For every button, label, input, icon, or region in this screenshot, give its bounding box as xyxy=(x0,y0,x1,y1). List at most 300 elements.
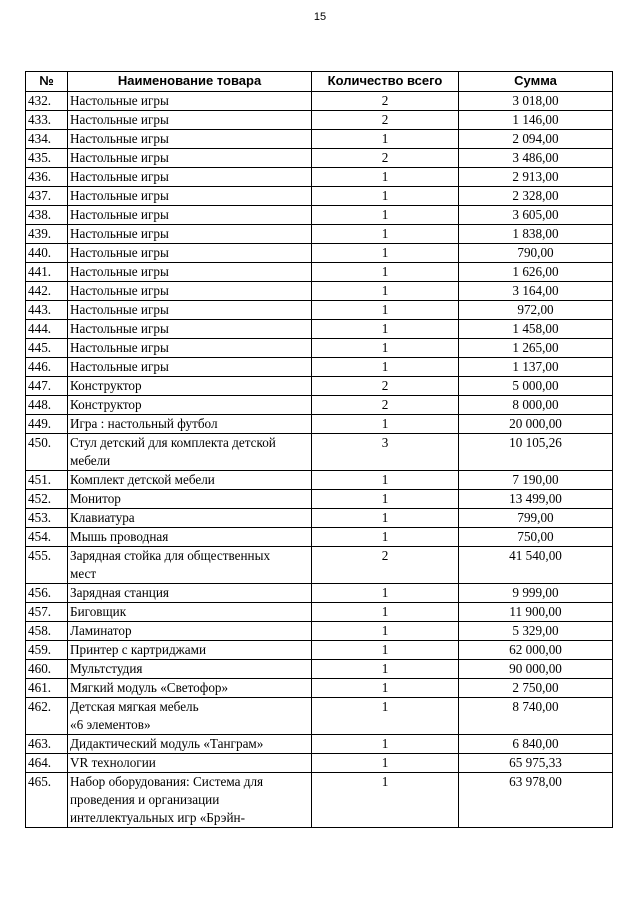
row-number xyxy=(26,358,68,377)
row-sum xyxy=(459,396,613,415)
row-sum xyxy=(459,679,613,698)
row-sum-text: 5 329,00 xyxy=(512,623,559,638)
row-quantity-text: 1 xyxy=(381,510,389,525)
table-row xyxy=(26,339,613,358)
row-number-text: 447. xyxy=(28,378,52,393)
row-item-name-text: Настольные игры xyxy=(70,169,169,184)
row-quantity-text: 1 xyxy=(381,226,389,241)
row-sum-text: 3 164,00 xyxy=(512,283,559,298)
row-item-name xyxy=(68,584,312,603)
row-sum xyxy=(459,622,613,641)
row-item-name-text: Настольные игры xyxy=(70,226,169,241)
row-number-text: 443. xyxy=(28,302,52,317)
row-quantity xyxy=(312,584,459,603)
row-item-name-text: Настольные игры xyxy=(70,264,169,279)
row-sum xyxy=(459,111,613,130)
table-row xyxy=(26,225,613,244)
table-row xyxy=(26,622,613,641)
table-row xyxy=(26,509,613,528)
table-row xyxy=(26,584,613,603)
row-quantity xyxy=(312,415,459,434)
row-item-name xyxy=(68,130,312,149)
row-item-name-text: Настольные игры xyxy=(70,245,169,260)
row-item-name xyxy=(68,244,312,263)
row-quantity xyxy=(312,225,459,244)
row-sum xyxy=(459,603,613,622)
row-item-name-text: Конструктор xyxy=(70,397,142,412)
row-item-name-text: Дидактический модуль «Танграм» xyxy=(70,736,264,751)
row-sum xyxy=(459,282,613,301)
row-number xyxy=(26,679,68,698)
row-quantity-text: 2 xyxy=(381,150,389,165)
row-item-name-text: Настольные игры xyxy=(70,321,169,336)
row-number-text: 460. xyxy=(28,661,52,676)
table-row xyxy=(26,168,613,187)
row-quantity-text: 2 xyxy=(381,397,389,412)
row-item-name-text: Настольные игры xyxy=(70,93,169,108)
row-number-text: 457. xyxy=(28,604,52,619)
row-sum-text: 41 540,00 xyxy=(509,548,562,563)
row-item-name-text: Настольные игры xyxy=(70,207,169,222)
row-item-name-text: Клавиатура xyxy=(70,510,135,525)
row-number-text: 448. xyxy=(28,397,52,412)
row-number-text: 450. xyxy=(28,435,52,450)
row-sum xyxy=(459,547,613,584)
table-body xyxy=(26,92,613,828)
row-sum xyxy=(459,168,613,187)
row-sum-text: 799,00 xyxy=(517,510,554,525)
row-number-text: 458. xyxy=(28,623,52,638)
table-row xyxy=(26,149,613,168)
row-item-name xyxy=(68,320,312,339)
row-item-name-text: Настольные игры xyxy=(70,112,169,127)
table-row xyxy=(26,377,613,396)
row-number xyxy=(26,187,68,206)
table-row xyxy=(26,187,613,206)
row-quantity-text: 1 xyxy=(381,131,389,146)
table-row xyxy=(26,434,613,471)
row-item-name-text: Мультстудия xyxy=(70,661,143,676)
row-item-name-text: VR технологии xyxy=(70,755,156,770)
row-number-text: 464. xyxy=(28,755,52,770)
row-item-name-text: Мышь проводная xyxy=(70,529,169,544)
row-sum xyxy=(459,584,613,603)
row-quantity xyxy=(312,754,459,773)
row-number xyxy=(26,584,68,603)
row-item-name xyxy=(68,603,312,622)
row-item-name xyxy=(68,660,312,679)
row-number-text: 456. xyxy=(28,585,52,600)
row-number xyxy=(26,547,68,584)
row-number xyxy=(26,149,68,168)
row-sum xyxy=(459,434,613,471)
row-sum xyxy=(459,92,613,111)
row-sum-text: 3 018,00 xyxy=(512,93,559,108)
row-quantity-text: 1 xyxy=(381,207,389,222)
row-sum xyxy=(459,206,613,225)
table-row xyxy=(26,471,613,490)
row-item-name-text: Настольные игры xyxy=(70,150,169,165)
table-header-row xyxy=(26,72,613,92)
row-number xyxy=(26,244,68,263)
row-item-name xyxy=(68,282,312,301)
page-number: 15 xyxy=(313,11,327,23)
row-item-name xyxy=(68,396,312,415)
table-row xyxy=(26,111,613,130)
row-quantity-text: 1 xyxy=(381,755,389,770)
row-number xyxy=(26,434,68,471)
row-quantity xyxy=(312,111,459,130)
row-number-text: 432. xyxy=(28,93,52,108)
row-quantity xyxy=(312,735,459,754)
row-sum-text: 13 499,00 xyxy=(509,491,562,506)
row-sum-text: 90 000,00 xyxy=(509,661,562,676)
row-quantity xyxy=(312,396,459,415)
row-item-name xyxy=(68,641,312,660)
row-number-text: 449. xyxy=(28,416,52,431)
table-row xyxy=(26,547,613,584)
row-item-name-text: Детская мягкая мебель «6 элементов» xyxy=(70,699,199,732)
row-quantity xyxy=(312,282,459,301)
row-number xyxy=(26,396,68,415)
row-quantity xyxy=(312,244,459,263)
row-item-name xyxy=(68,111,312,130)
row-item-name-text: Зарядная стойка для общественных мест xyxy=(70,548,271,581)
row-item-name xyxy=(68,92,312,111)
row-item-name-text: Биговщик xyxy=(70,604,127,619)
row-sum-text: 3 605,00 xyxy=(512,207,559,222)
row-item-name-text: Настольные игры xyxy=(70,283,169,298)
row-number-text: 438. xyxy=(28,207,52,222)
table-row xyxy=(26,358,613,377)
row-quantity-text: 3 xyxy=(381,435,389,450)
row-number-text: 453. xyxy=(28,510,52,525)
row-quantity xyxy=(312,187,459,206)
row-item-name xyxy=(68,509,312,528)
row-number-text: 465. xyxy=(28,774,52,789)
row-item-name xyxy=(68,773,312,828)
row-number-text: 455. xyxy=(28,548,52,563)
row-sum xyxy=(459,660,613,679)
row-number xyxy=(26,622,68,641)
row-number-text: 445. xyxy=(28,340,52,355)
row-quantity-text: 2 xyxy=(381,548,389,563)
row-number-text: 437. xyxy=(28,188,52,203)
table-row xyxy=(26,735,613,754)
row-number-text: 433. xyxy=(28,112,52,127)
row-quantity xyxy=(312,660,459,679)
row-sum-text: 9 999,00 xyxy=(512,585,559,600)
table-row xyxy=(26,415,613,434)
row-sum xyxy=(459,339,613,358)
row-number xyxy=(26,111,68,130)
row-quantity xyxy=(312,339,459,358)
row-quantity xyxy=(312,434,459,471)
row-sum xyxy=(459,528,613,547)
row-number xyxy=(26,225,68,244)
row-quantity-text: 1 xyxy=(381,245,389,260)
row-quantity-text: 1 xyxy=(381,283,389,298)
row-item-name xyxy=(68,149,312,168)
row-sum-text: 20 000,00 xyxy=(509,416,562,431)
row-sum-text: 750,00 xyxy=(517,529,554,544)
row-sum xyxy=(459,149,613,168)
row-item-name xyxy=(68,679,312,698)
row-quantity xyxy=(312,509,459,528)
row-sum-text: 62 000,00 xyxy=(509,642,562,657)
row-sum xyxy=(459,735,613,754)
row-quantity-text: 1 xyxy=(381,359,389,374)
row-quantity xyxy=(312,320,459,339)
row-quantity-text: 1 xyxy=(381,169,389,184)
row-sum xyxy=(459,377,613,396)
row-sum-text: 972,00 xyxy=(517,302,554,317)
row-quantity-text: 2 xyxy=(381,112,389,127)
row-sum-text: 10 105,26 xyxy=(509,435,562,450)
row-sum-text: 3 486,00 xyxy=(512,150,559,165)
row-quantity xyxy=(312,263,459,282)
row-item-name-text: Стул детский для комплекта детской мебели xyxy=(70,435,276,468)
row-item-name-text: Настольные игры xyxy=(70,131,169,146)
row-sum xyxy=(459,698,613,735)
row-quantity-text: 1 xyxy=(381,699,389,714)
row-number xyxy=(26,339,68,358)
row-quantity-text: 1 xyxy=(381,529,389,544)
row-number-text: 446. xyxy=(28,359,52,374)
row-item-name-text: Игра : настольный футбол xyxy=(70,416,218,431)
table-row xyxy=(26,641,613,660)
row-sum-text: 1 265,00 xyxy=(512,340,559,355)
row-item-name xyxy=(68,490,312,509)
row-number xyxy=(26,282,68,301)
row-number xyxy=(26,301,68,320)
table-row xyxy=(26,528,613,547)
row-quantity xyxy=(312,490,459,509)
row-quantity xyxy=(312,773,459,828)
header-number: № xyxy=(26,72,68,92)
row-item-name xyxy=(68,263,312,282)
row-number-text: 452. xyxy=(28,491,52,506)
table-row xyxy=(26,130,613,149)
row-number-text: 444. xyxy=(28,321,52,336)
row-number-text: 463. xyxy=(28,736,52,751)
table-row xyxy=(26,490,613,509)
row-number xyxy=(26,603,68,622)
row-sum-text: 2 913,00 xyxy=(512,169,559,184)
row-sum xyxy=(459,490,613,509)
row-item-name-text: Конструктор xyxy=(70,378,142,393)
row-quantity xyxy=(312,301,459,320)
row-number xyxy=(26,490,68,509)
row-quantity-text: 1 xyxy=(381,736,389,751)
row-item-name-text: Настольные игры xyxy=(70,188,169,203)
row-number-text: 459. xyxy=(28,642,52,657)
row-item-name xyxy=(68,528,312,547)
row-number xyxy=(26,754,68,773)
row-sum-text: 11 900,00 xyxy=(509,604,562,619)
row-item-name xyxy=(68,301,312,320)
row-number xyxy=(26,320,68,339)
row-quantity-text: 1 xyxy=(381,416,389,431)
row-sum-text: 1 146,00 xyxy=(512,112,559,127)
row-quantity xyxy=(312,358,459,377)
row-number xyxy=(26,509,68,528)
row-sum xyxy=(459,471,613,490)
table-row xyxy=(26,396,613,415)
row-sum-text: 2 328,00 xyxy=(512,188,559,203)
row-number-text: 440. xyxy=(28,245,52,260)
row-number xyxy=(26,415,68,434)
row-item-name-text: Настольные игры xyxy=(70,359,169,374)
row-item-name xyxy=(68,339,312,358)
row-number-text: 434. xyxy=(28,131,52,146)
table-row xyxy=(26,92,613,111)
row-sum-text: 1 838,00 xyxy=(512,226,559,241)
row-quantity xyxy=(312,206,459,225)
row-sum xyxy=(459,773,613,828)
row-quantity-text: 1 xyxy=(381,302,389,317)
row-quantity xyxy=(312,377,459,396)
row-sum xyxy=(459,754,613,773)
header-sum: Сумма xyxy=(459,72,613,92)
row-item-name xyxy=(68,735,312,754)
row-item-name-text: Комплект детской мебели xyxy=(70,472,215,487)
row-sum xyxy=(459,130,613,149)
row-sum xyxy=(459,187,613,206)
row-quantity xyxy=(312,679,459,698)
row-number-text: 439. xyxy=(28,226,52,241)
row-quantity-text: 1 xyxy=(381,321,389,336)
row-quantity xyxy=(312,92,459,111)
row-quantity xyxy=(312,622,459,641)
row-quantity xyxy=(312,547,459,584)
table-row xyxy=(26,282,613,301)
row-sum xyxy=(459,415,613,434)
row-quantity-text: 1 xyxy=(381,642,389,657)
table-row xyxy=(26,698,613,735)
row-item-name xyxy=(68,622,312,641)
row-number xyxy=(26,735,68,754)
row-number-text: 442. xyxy=(28,283,52,298)
row-item-name xyxy=(68,698,312,735)
row-sum xyxy=(459,263,613,282)
row-number-text: 435. xyxy=(28,150,52,165)
row-sum-text: 790,00 xyxy=(517,245,554,260)
row-number xyxy=(26,773,68,828)
row-item-name xyxy=(68,168,312,187)
table-row xyxy=(26,244,613,263)
row-number-text: 436. xyxy=(28,169,52,184)
row-number-text: 462. xyxy=(28,699,52,714)
row-number xyxy=(26,92,68,111)
row-sum xyxy=(459,301,613,320)
table-row xyxy=(26,754,613,773)
inventory-table xyxy=(25,71,613,828)
row-item-name-text: Мягкий модуль «Светофор» xyxy=(70,680,229,695)
row-quantity xyxy=(312,130,459,149)
row-sum-text: 8 000,00 xyxy=(512,397,559,412)
row-quantity-text: 1 xyxy=(381,264,389,279)
header-item-name: Наименование товара xyxy=(68,72,312,92)
row-sum-text: 5 000,00 xyxy=(512,378,559,393)
table-row xyxy=(26,660,613,679)
row-item-name xyxy=(68,206,312,225)
table-row xyxy=(26,301,613,320)
table-row xyxy=(26,320,613,339)
row-item-name xyxy=(68,377,312,396)
row-item-name xyxy=(68,754,312,773)
table-row xyxy=(26,206,613,225)
row-item-name xyxy=(68,547,312,584)
row-quantity-text: 2 xyxy=(381,93,389,108)
row-sum xyxy=(459,358,613,377)
row-item-name-text: Настольные игры xyxy=(70,302,169,317)
row-item-name-text: Набор оборудования: Система для проведения и организации интеллектуальных игр «Брэйн- xyxy=(70,774,264,825)
row-quantity-text: 1 xyxy=(381,661,389,676)
row-sum-text: 2 094,00 xyxy=(512,131,559,146)
row-number-text: 441. xyxy=(28,264,52,279)
row-number xyxy=(26,206,68,225)
row-sum-text: 1 458,00 xyxy=(512,321,559,336)
row-number-text: 461. xyxy=(28,680,52,695)
row-quantity xyxy=(312,471,459,490)
row-sum xyxy=(459,320,613,339)
row-number xyxy=(26,263,68,282)
row-item-name xyxy=(68,415,312,434)
row-item-name-text: Зарядная станция xyxy=(70,585,169,600)
row-sum xyxy=(459,641,613,660)
row-quantity-text: 1 xyxy=(381,585,389,600)
row-quantity xyxy=(312,528,459,547)
row-quantity xyxy=(312,149,459,168)
row-number xyxy=(26,528,68,547)
row-item-name-text: Принтер с картриджами xyxy=(70,642,207,657)
row-quantity xyxy=(312,698,459,735)
row-sum-text: 8 740,00 xyxy=(512,699,559,714)
row-sum xyxy=(459,509,613,528)
row-item-name-text: Ламинатор xyxy=(70,623,132,638)
row-item-name xyxy=(68,434,312,471)
row-item-name-text: Настольные игры xyxy=(70,340,169,355)
row-quantity-text: 2 xyxy=(381,378,389,393)
row-item-name xyxy=(68,471,312,490)
row-sum xyxy=(459,225,613,244)
row-sum-text: 1 626,00 xyxy=(512,264,559,279)
row-quantity-text: 1 xyxy=(381,774,389,789)
row-quantity xyxy=(312,641,459,660)
table-row xyxy=(26,263,613,282)
row-number xyxy=(26,130,68,149)
table-row xyxy=(26,773,613,828)
row-item-name xyxy=(68,187,312,206)
row-item-name-text: Монитор xyxy=(70,491,121,506)
row-quantity xyxy=(312,603,459,622)
row-quantity-text: 1 xyxy=(381,604,389,619)
row-quantity xyxy=(312,168,459,187)
row-number xyxy=(26,471,68,490)
row-sum-text: 65 975,33 xyxy=(509,755,562,770)
row-number xyxy=(26,660,68,679)
row-item-name xyxy=(68,358,312,377)
row-quantity-text: 1 xyxy=(381,623,389,638)
row-sum-text: 63 978,00 xyxy=(509,774,562,789)
row-quantity-text: 1 xyxy=(381,340,389,355)
row-number xyxy=(26,168,68,187)
row-item-name xyxy=(68,225,312,244)
table-row xyxy=(26,679,613,698)
row-number xyxy=(26,377,68,396)
table-row xyxy=(26,603,613,622)
